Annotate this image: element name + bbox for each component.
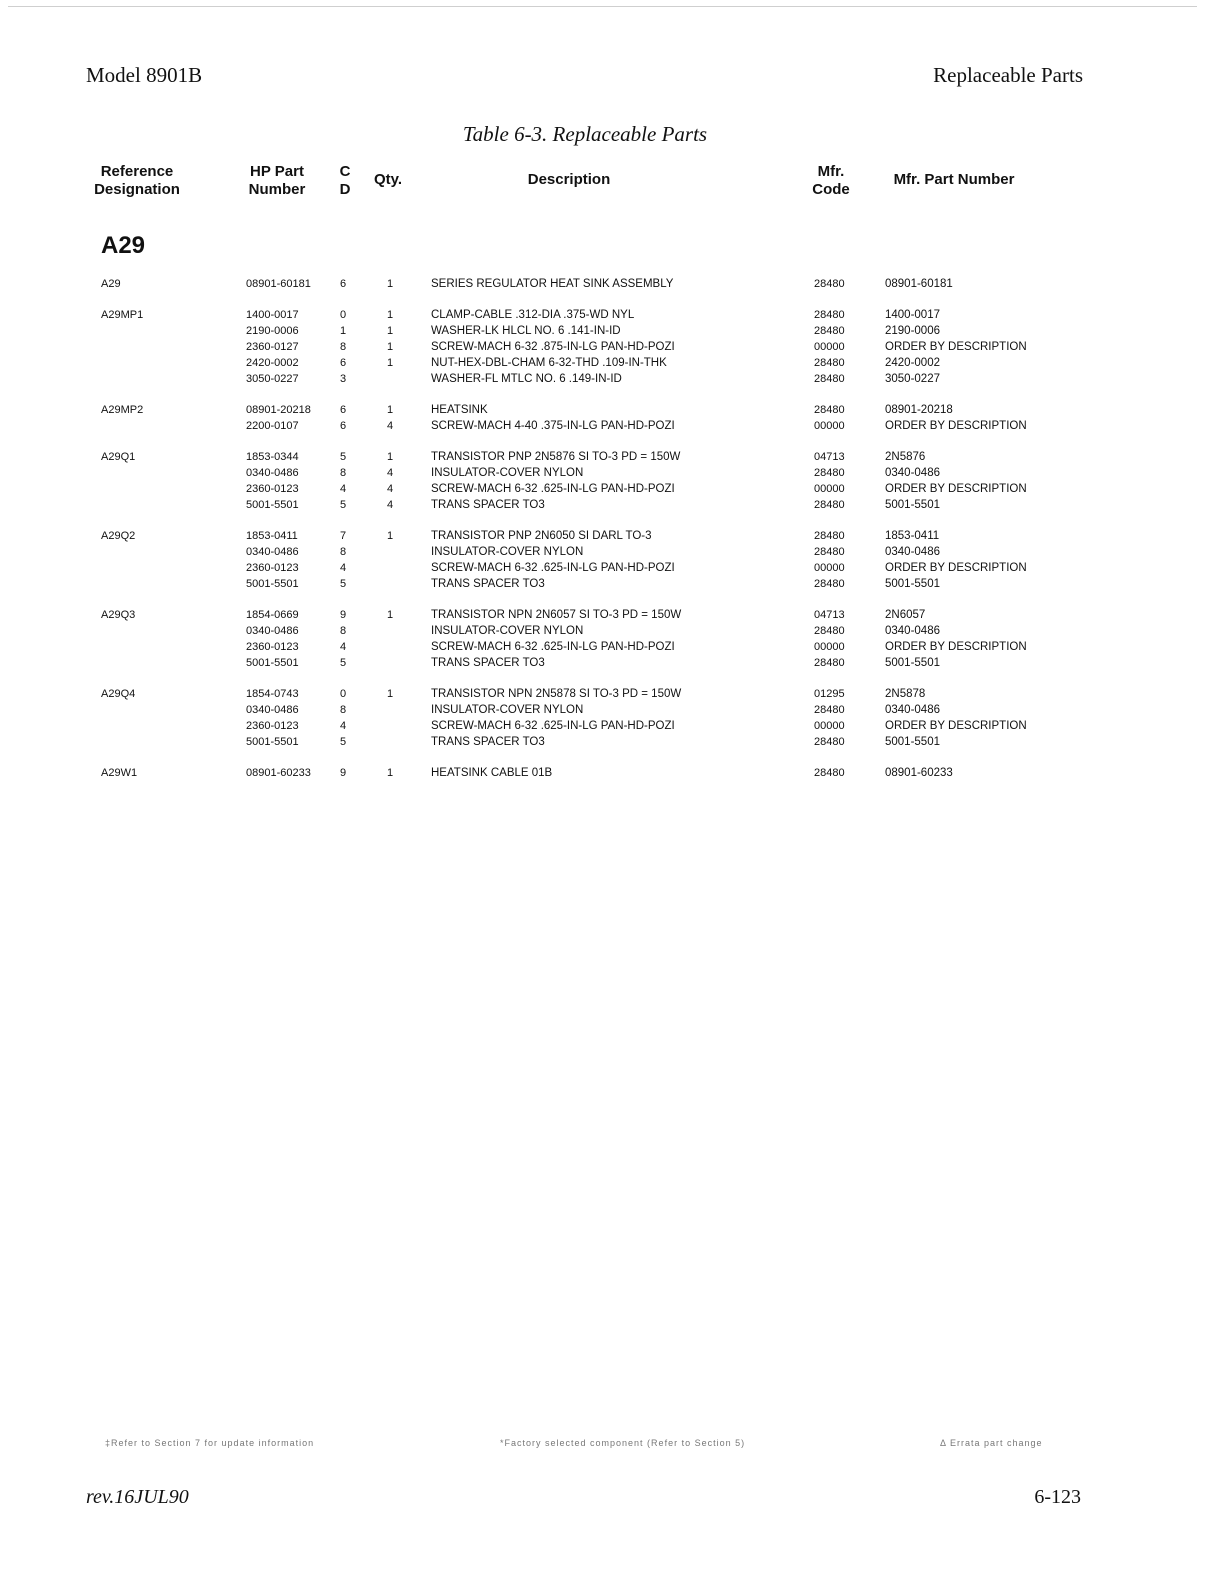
cell-mfr-part-number: 5001-5501 (885, 578, 940, 590)
cell-description: TRANS SPACER TO3 (431, 736, 545, 748)
cell-qty: 1 (387, 404, 394, 416)
col-header-cd: C D (339, 163, 351, 198)
cell-qty: 1 (387, 451, 394, 463)
col-header-hp-part: HP Part Number (248, 163, 306, 198)
cell-hp-part-number: 5001-5501 (246, 736, 299, 748)
cell-cd: 8 (340, 625, 347, 637)
cell-hp-part-number: 08901-60181 (246, 278, 311, 290)
cell-description: TRANS SPACER TO3 (431, 657, 545, 669)
cell-hp-part-number: 1853-0411 (246, 530, 298, 542)
footnote-update: ‡Refer to Section 7 for update information (105, 1438, 315, 1448)
table-row (0, 449, 1229, 465)
cell-mfr-code: 28480 (814, 767, 845, 779)
cell-hp-part-number: 1854-0743 (246, 688, 299, 700)
cell-hp-part-number: 1853-0344 (246, 451, 299, 463)
cell-mfr-part-number: 0340-0486 (885, 704, 940, 716)
cell-hp-part-number: 2360-0127 (246, 341, 299, 353)
footer-revision: rev.16JUL90 (86, 1486, 189, 1508)
cell-mfr-part-number: 2N6057 (885, 609, 926, 621)
cell-cd: 6 (340, 420, 347, 432)
table-row (0, 323, 1229, 339)
cell-qty: 4 (387, 483, 394, 495)
cell-cd: 3 (340, 373, 347, 385)
cell-cd: 0 (340, 309, 347, 321)
cell-cd: 8 (340, 546, 347, 558)
cell-cd: 8 (340, 704, 347, 716)
cell-cd: 6 (340, 404, 347, 416)
cell-cd: 5 (340, 578, 347, 590)
cell-description: SCREW-MACH 4-40 .375-IN-LG PAN-HD-POZI (431, 420, 675, 432)
cell-mfr-part-number: ORDER BY DESCRIPTION (885, 720, 1027, 732)
cell-hp-part-number: 5001-5501 (246, 578, 299, 590)
cell-ref-designation: A29Q4 (101, 688, 136, 700)
cell-hp-part-number: 1400-0017 (246, 309, 299, 321)
cell-mfr-code: 00000 (814, 720, 845, 732)
table-row (0, 544, 1229, 560)
cell-description: WASHER-LK HLCL NO. 6 .141-IN-ID (431, 325, 621, 337)
cell-mfr-part-number: 5001-5501 (885, 736, 940, 748)
table-row (0, 607, 1229, 623)
cell-cd: 9 (340, 609, 347, 621)
cell-cd: 4 (340, 562, 347, 574)
cell-mfr-code: 00000 (814, 420, 845, 432)
cell-mfr-part-number: 1400-0017 (885, 309, 940, 321)
header-section: Replaceable Parts (933, 63, 1083, 87)
cell-mfr-code: 28480 (814, 467, 845, 479)
cell-ref-designation: A29Q2 (101, 530, 136, 542)
table-row (0, 276, 1229, 292)
cell-mfr-code: 00000 (814, 483, 845, 495)
table-row (0, 339, 1229, 355)
cell-description: SCREW-MACH 6-32 .875-IN-LG PAN-HD-POZI (431, 341, 675, 353)
cell-mfr-code: 28480 (814, 373, 845, 385)
cell-description: NUT-HEX-DBL-CHAM 6-32-THD .109-IN-THK (431, 357, 667, 369)
cell-description: SCREW-MACH 6-32 .625-IN-LG PAN-HD-POZI (431, 720, 675, 732)
cell-qty: 1 (387, 278, 394, 290)
col-header-description: Description (527, 171, 611, 188)
cell-hp-part-number: 08901-20218 (246, 404, 311, 416)
table-row (0, 686, 1229, 702)
cell-description: INSULATOR-COVER NYLON (431, 704, 584, 716)
cell-mfr-part-number: 0340-0486 (885, 467, 940, 479)
cell-description: TRANSISTOR PNP 2N6050 SI DARL TO-3 (431, 530, 652, 542)
cell-description: SCREW-MACH 6-32 .625-IN-LG PAN-HD-POZI (431, 483, 675, 495)
cell-cd: 6 (340, 278, 347, 290)
cell-hp-part-number: 2420-0002 (246, 357, 299, 369)
table-row (0, 576, 1229, 592)
cell-description: SCREW-MACH 6-32 .625-IN-LG PAN-HD-POZI (431, 562, 675, 574)
page-number: 6-123 (1034, 1486, 1081, 1508)
cell-description: HEATSINK (431, 404, 488, 416)
table-row (0, 639, 1229, 655)
cell-description: WASHER-FL MTLC NO. 6 .149-IN-ID (431, 373, 622, 385)
cell-cd: 5 (340, 499, 347, 511)
cell-mfr-part-number: 0340-0486 (885, 546, 940, 558)
cell-mfr-code: 28480 (814, 357, 845, 369)
table-row (0, 734, 1229, 750)
cell-mfr-code: 28480 (814, 704, 845, 716)
col-header-reference: Reference Designation (94, 163, 180, 198)
cell-description: INSULATOR-COVER NYLON (431, 625, 584, 637)
cell-mfr-part-number: ORDER BY DESCRIPTION (885, 562, 1027, 574)
cell-description: TRANSISTOR PNP 2N5876 SI TO-3 PD = 150W (431, 451, 681, 463)
cell-qty: 1 (387, 341, 394, 353)
cell-description: INSULATOR-COVER NYLON (431, 467, 584, 479)
table-row (0, 655, 1229, 671)
footnote-errata: Δ Errata part change (940, 1438, 1043, 1448)
table-row (0, 560, 1229, 576)
cell-description: TRANSISTOR NPN 2N6057 SI TO-3 PD = 150W (431, 609, 682, 621)
cell-description: SCREW-MACH 6-32 .625-IN-LG PAN-HD-POZI (431, 641, 675, 653)
cell-mfr-part-number: 5001-5501 (885, 499, 940, 511)
cell-mfr-part-number: 1853-0411 (885, 530, 940, 542)
cell-mfr-code: 00000 (814, 562, 845, 574)
cell-mfr-code: 28480 (814, 530, 845, 542)
cell-mfr-part-number: 08901-60233 (885, 767, 953, 779)
cell-cd: 4 (340, 720, 347, 732)
cell-mfr-part-number: ORDER BY DESCRIPTION (885, 420, 1027, 432)
table-row (0, 402, 1229, 418)
cell-mfr-part-number: 0340-0486 (885, 625, 940, 637)
cell-cd: 8 (340, 467, 347, 479)
cell-ref-designation: A29Q3 (101, 609, 136, 621)
cell-hp-part-number: 1854-0669 (246, 609, 299, 621)
col-header-mfr-part-number: Mfr. Part Number (893, 171, 1015, 188)
cell-mfr-code: 28480 (814, 278, 845, 290)
cell-cd: 5 (340, 657, 347, 669)
cell-description: SERIES REGULATOR HEAT SINK ASSEMBLY (431, 278, 674, 290)
cell-mfr-code: 04713 (814, 451, 845, 463)
top-rule (8, 6, 1197, 7)
table-row (0, 718, 1229, 734)
cell-hp-part-number: 0340-0486 (246, 625, 299, 637)
table-row (0, 528, 1229, 544)
cell-description: TRANS SPACER TO3 (431, 578, 545, 590)
cell-mfr-part-number: 08901-60181 (885, 278, 953, 290)
cell-hp-part-number: 0340-0486 (246, 704, 299, 716)
cell-description: TRANS SPACER TO3 (431, 499, 545, 511)
cell-ref-designation: A29 (101, 278, 121, 290)
cell-mfr-code: 28480 (814, 309, 845, 321)
table-row (0, 355, 1229, 371)
table-row (0, 765, 1229, 781)
section-heading: A29 (101, 232, 146, 259)
cell-ref-designation: A29MP1 (101, 309, 144, 321)
cell-hp-part-number: 2360-0123 (246, 641, 299, 653)
cell-mfr-part-number: ORDER BY DESCRIPTION (885, 341, 1027, 353)
cell-mfr-code: 28480 (814, 625, 845, 637)
cell-qty: 4 (387, 420, 394, 432)
table-row (0, 497, 1229, 513)
cell-mfr-part-number: 2N5876 (885, 451, 926, 463)
cell-hp-part-number: 2200-0107 (246, 420, 299, 432)
cell-mfr-part-number: 2420-0002 (885, 357, 940, 369)
cell-hp-part-number: 2360-0123 (246, 562, 299, 574)
table-row (0, 371, 1229, 387)
cell-cd: 6 (340, 357, 347, 369)
cell-mfr-code: 28480 (814, 736, 845, 748)
table-row (0, 307, 1229, 323)
table-row (0, 418, 1229, 434)
cell-qty: 4 (387, 499, 394, 511)
cell-hp-part-number: 2360-0123 (246, 483, 299, 495)
cell-mfr-code: 28480 (814, 499, 845, 511)
cell-qty: 1 (387, 357, 394, 369)
cell-mfr-code: 04713 (814, 609, 845, 621)
cell-mfr-code: 00000 (814, 641, 845, 653)
cell-mfr-part-number: 5001-5501 (885, 657, 940, 669)
table-row (0, 481, 1229, 497)
cell-hp-part-number: 2360-0123 (246, 720, 299, 732)
table-title: Table 6-3. Replaceable Parts (462, 122, 708, 146)
cell-cd: 8 (340, 341, 347, 353)
cell-mfr-part-number: 2N5878 (885, 688, 926, 700)
cell-qty: 1 (387, 309, 394, 321)
cell-mfr-code: 00000 (814, 341, 845, 353)
cell-cd: 4 (340, 641, 347, 653)
cell-qty: 4 (387, 467, 394, 479)
cell-qty: 1 (387, 530, 394, 542)
header-model: Model 8901B (86, 63, 203, 87)
cell-qty: 1 (387, 767, 394, 779)
cell-ref-designation: A29W1 (101, 767, 138, 779)
cell-description: INSULATOR-COVER NYLON (431, 546, 584, 558)
cell-mfr-code: 28480 (814, 657, 845, 669)
cell-qty: 1 (387, 609, 394, 621)
cell-description: CLAMP-CABLE .312-DIA .375-WD NYL (431, 309, 635, 321)
cell-cd: 5 (340, 451, 347, 463)
table-row (0, 465, 1229, 481)
cell-mfr-part-number: ORDER BY DESCRIPTION (885, 483, 1027, 495)
cell-mfr-code: 28480 (814, 546, 845, 558)
cell-mfr-part-number: 3050-0227 (885, 373, 940, 385)
table-row (0, 702, 1229, 718)
cell-mfr-part-number: 08901-20218 (885, 404, 953, 416)
cell-qty: 1 (387, 688, 394, 700)
cell-qty: 1 (387, 325, 394, 337)
cell-cd: 9 (340, 767, 347, 779)
footnote-factory-selected: *Factory selected component (Refer to Section 5) (500, 1438, 746, 1448)
cell-mfr-part-number: 2190-0006 (885, 325, 940, 337)
cell-hp-part-number: 0340-0486 (246, 467, 299, 479)
cell-hp-part-number: 3050-0227 (246, 373, 299, 385)
cell-hp-part-number: 5001-5501 (246, 657, 299, 669)
cell-mfr-code: 28480 (814, 404, 845, 416)
cell-hp-part-number: 5001-5501 (246, 499, 299, 511)
cell-mfr-code: 01295 (814, 688, 845, 700)
cell-hp-part-number: 0340-0486 (246, 546, 299, 558)
cell-description: TRANSISTOR NPN 2N5878 SI TO-3 PD = 150W (431, 688, 682, 700)
cell-cd: 5 (340, 736, 347, 748)
cell-cd: 0 (340, 688, 347, 700)
cell-cd: 7 (340, 530, 347, 542)
cell-mfr-code: 28480 (814, 325, 845, 337)
cell-description: HEATSINK CABLE 01B (431, 767, 553, 779)
cell-cd: 4 (340, 483, 347, 495)
table-row (0, 623, 1229, 639)
cell-ref-designation: A29Q1 (101, 451, 136, 463)
col-header-qty: Qty. (373, 171, 403, 188)
cell-ref-designation: A29MP2 (101, 404, 144, 416)
cell-hp-part-number: 2190-0006 (246, 325, 299, 337)
col-header-mfr-code: Mfr. Code (812, 163, 850, 198)
cell-cd: 1 (340, 325, 347, 337)
cell-mfr-part-number: ORDER BY DESCRIPTION (885, 641, 1027, 653)
cell-hp-part-number: 08901-60233 (246, 767, 311, 779)
cell-mfr-code: 28480 (814, 578, 845, 590)
